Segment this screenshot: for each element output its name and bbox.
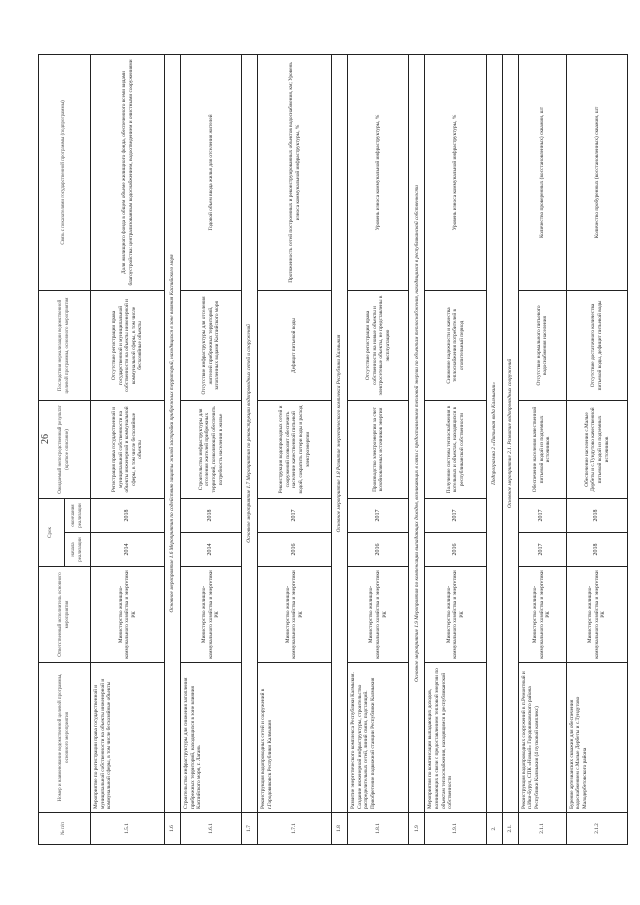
activity-name: Мероприятия по компенсации выпадающих доходов, возникающих в связи с предоставлением тепловой энергии по объектам теплоснабжения, находящимся в республиканской собственности bbox=[425, 663, 486, 813]
section-row bbox=[502, 54, 518, 844]
consequence: Отсутствие регистрации права собственности на новые объекты и электросетевые объекты, не представлены в эксплуатацию bbox=[348, 290, 409, 400]
header-start: начала реализации bbox=[65, 533, 91, 567]
table-row bbox=[181, 54, 242, 844]
row-number: 1.7 bbox=[242, 813, 258, 845]
responsible-executor: Министерство жилищно-коммунального хозяйства и энергетики РК bbox=[348, 567, 409, 663]
consequence: Отсутствие инфраструктуры для отселения жителей прибрежных территорий, затопленных водами Каспийского моря bbox=[181, 290, 242, 400]
row-number: 1.9 bbox=[409, 813, 425, 845]
program-indicator-link: Протяженность сетей построенных и реконструированных объектов водоснабжения, км; Уровень износа коммунальной инфраструктуры, % bbox=[258, 54, 332, 290]
section-row bbox=[409, 54, 425, 844]
start-year: 2017 bbox=[518, 533, 566, 567]
header-executor: Ответственный исполнитель основного мероприятия bbox=[39, 567, 91, 663]
expected-result: Обеспечение населения с.Малые Дербеты и с.Тундутово качественной питьевой водой из подземных источников bbox=[566, 400, 627, 498]
row-number: 2. bbox=[486, 813, 502, 845]
section-title: Основное мероприятие 1.7 Мероприятия по реконструкции водопроводных сетей и сооружений bbox=[242, 54, 258, 812]
end-year: 2017 bbox=[258, 498, 332, 532]
row-number: 1.8.1 bbox=[348, 813, 409, 845]
header-num: № п/п bbox=[39, 813, 91, 845]
section-row bbox=[165, 54, 181, 844]
consequence: Дефицит питьевой воды bbox=[258, 290, 332, 400]
row-number: 2.1.2 bbox=[566, 813, 627, 845]
end-year: 2017 bbox=[348, 498, 409, 532]
section-title: Основное мероприятие 1.6 Мероприятия по содействию защиты жилой застройки прибрежных территорий, находящихся в зоне влияния Каспийского моря bbox=[165, 54, 181, 812]
row-number: 1.5.1 bbox=[91, 813, 165, 845]
activity-name: Реконструкция водопроводных сооружений в п.Ремонтный и п.Ики-Бурул, СПК «Новый» Городовиковского района Республики Калмыкия (4 пусковой комплекс) bbox=[518, 663, 566, 813]
header-term: Срок bbox=[39, 498, 65, 566]
header-result: Ожидаемый непосредственный результат (краткое описание) bbox=[39, 400, 91, 498]
responsible-executor: Министерство жилищно-коммунального хозяйства и энергетики РК bbox=[91, 567, 165, 663]
header-name: Номер и наименование ведомственной целевой программы, основного мероприятия bbox=[39, 663, 91, 813]
expected-result: Регистрация права государственной и муниципальной собственности на объекты инженерной и коммунальной сферы, в том числе бесхозяйные объекты bbox=[91, 400, 165, 498]
activity-name: Бурение артезианских скважин для обеспечения водоснабжением с.Малые Дербеты и с.Тундутово Малодербетовского района bbox=[566, 663, 627, 813]
start-year: 2016 bbox=[348, 533, 409, 567]
table-row bbox=[566, 54, 627, 844]
activity-name: Развитие энергетического комплекса Республики Калмыкия. Создание инженерной инфраструктуры, строительство распределительных сетей, линий связи, подстанций. Приобретение подвижной станции Республики Калмыкия bbox=[348, 663, 409, 813]
expected-result: Получение системы теплоснабжения в котельных и объектах, находящихся в республиканской собственности bbox=[425, 400, 486, 498]
program-indicator-link: Количество пробуренных (восстановленных) скважин, шт bbox=[566, 54, 627, 290]
table-row bbox=[518, 54, 566, 844]
section-title: Основное мероприятие 2.1. Развитие водопроводных сооружений bbox=[502, 54, 518, 812]
row-number: 2.1. bbox=[502, 813, 518, 845]
section-title: Подпрограмма 2 «Питьевая вода Калмыкии» bbox=[486, 54, 502, 812]
row-number: 2.1.1 bbox=[518, 813, 566, 845]
section-row bbox=[486, 54, 502, 844]
row-number: 1.6.1 bbox=[181, 813, 242, 845]
table-row bbox=[258, 54, 332, 844]
program-indicator-link: Уровень износа коммунальной инфраструктуры, % bbox=[425, 54, 486, 290]
table-row bbox=[348, 54, 409, 844]
start-year: 2016 bbox=[258, 533, 332, 567]
activity-name: Мероприятие по регистрации права государственной и муниципальной собственности на объекты инженерной и коммунальной сферы, в том числе бесхозяйные объекты bbox=[91, 663, 165, 813]
page-number: 26 bbox=[40, 434, 51, 444]
responsible-executor: Министерство жилищно-коммунального хозяйства и энергетики РК bbox=[181, 567, 242, 663]
table-body bbox=[91, 54, 628, 844]
header-link: Связь с показателями государственной программы (подпрограммы) bbox=[39, 54, 91, 290]
consequence: Отсутствие регистрации права государственной и муниципальной собственности на объекты инженерной и коммунальной сферы, в том числе бесхозяйные объекты bbox=[91, 290, 165, 400]
start-year: 2018 bbox=[566, 533, 627, 567]
program-indicator-link: Годовой объем ввода жилья для отселения жителей bbox=[181, 54, 242, 290]
program-indicator-link: Количество проверенных (восстановленных) скважин, шт bbox=[518, 54, 566, 290]
end-year: 2018 bbox=[566, 498, 627, 532]
consequence: Отсутствие нормального питьевого водоснабжения населения bbox=[518, 290, 566, 400]
row-number: 1.9.1 bbox=[425, 813, 486, 845]
end-year: 2018 bbox=[181, 498, 242, 532]
expected-result: Производство электроэнергии за счет возобновляемых источников энергии bbox=[348, 400, 409, 498]
program-indicator-link: Доля жилищного фонда в общем объеме жилищного фонда, обеспеченного всеми видами благоустройства: централизованным водоснабжением, водоотведением и очистными сооружениями bbox=[91, 54, 165, 290]
start-year: 2014 bbox=[181, 533, 242, 567]
end-year: 2017 bbox=[425, 498, 486, 532]
expected-result: Обеспечение населения качественной питьевой водой из подземных источников bbox=[518, 400, 566, 498]
start-year: 2014 bbox=[91, 533, 165, 567]
table-row bbox=[91, 54, 165, 844]
header-end: окончания реализации bbox=[65, 498, 91, 532]
activity-name: Реконструкция водопроводных сетей и сооружений в г.Городовиковск Республики Калмыкия bbox=[258, 663, 332, 813]
header-consequence: Последствия нереализации ведомственной целевой программы, основного мероприятия bbox=[39, 290, 91, 400]
table-row bbox=[425, 54, 486, 844]
row-number: 1.8 bbox=[332, 813, 348, 845]
section-title: Основное мероприятие 1.8 Развитие энергетического комплекса Республики Калмыкия bbox=[332, 54, 348, 812]
end-year: 2017 bbox=[518, 498, 566, 532]
responsible-executor: Министерство жилищно-коммунального хозяйства и энергетики РК bbox=[566, 567, 627, 663]
responsible-executor: Министерство жилищно-коммунального хозяйства и энергетики РК bbox=[518, 567, 566, 663]
activity-name: Строительство инфраструктуры для снижения затопления прибрежных территорий, находящихся в зоне влияния Каспийского моря, г. Лагань bbox=[181, 663, 242, 813]
section-title: Основное мероприятие 1.9 Мероприятия по компенсации выпадающих доходов, возникающих в связи с предоставлением тепловой энергии по объектам теплоснабжения, находящимся в республиканской собственности bbox=[409, 54, 425, 812]
program-table bbox=[38, 54, 628, 845]
end-year: 2018 bbox=[91, 498, 165, 532]
responsible-executor: Министерство жилищно-коммунального хозяйства и энергетики РК bbox=[425, 567, 486, 663]
section-row bbox=[242, 54, 258, 844]
consequence: Отсутствие достаточного количества питьевой воды, дефицит питьевой воды bbox=[566, 290, 627, 400]
program-indicator-link: Уровень износа коммунальной инфраструктуры, % bbox=[348, 54, 409, 290]
row-number: 1.6 bbox=[165, 813, 181, 845]
expected-result: Реконструкция водопроводных сетей и сооружений позволит обеспечить население качественной питьевой водой, сократить потери воды и расход электроэнергии bbox=[258, 400, 332, 498]
consequence: Снижение надежности и качества теплоснабжения потребителей в отопительный период bbox=[425, 290, 486, 400]
expected-result: Строительство инфраструктуры для отселения жителей прибрежных территорий, позволяющей обеспечить потребность населения в жилье bbox=[181, 400, 242, 498]
rotated-table-wrapper bbox=[38, 55, 628, 845]
responsible-executor: Министерство жилищно-коммунального хозяйства и энергетики РК bbox=[258, 567, 332, 663]
start-year: 2016 bbox=[425, 533, 486, 567]
section-row bbox=[332, 54, 348, 844]
row-number: 1.7.1 bbox=[258, 813, 332, 845]
